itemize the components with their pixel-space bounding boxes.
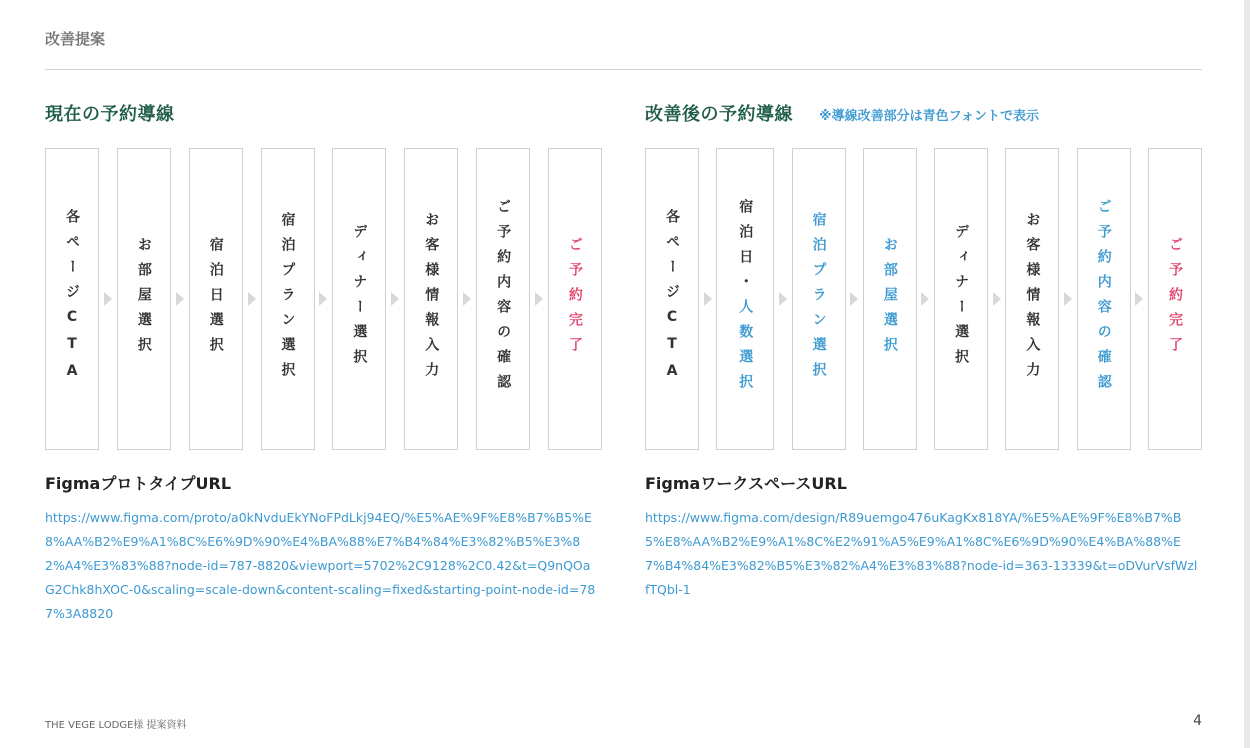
figma-prototype-link[interactable]: https://www.figma.com/proto/a0kNvduEkYNoFPdLkj94EQ/%E5%AE%9F%E8%B7%B5%E8%AA%B2%E9%A1%8C%E6%9D%90%E4%BA%88%E7%B4%84%E3%82%B5%E3%82%A4%E3%83%88?node-id=787-8820&viewport=5702%2C9128%2C0.42&t=Q9nQOaG2Chk8hXOC-0&scaling=scale-down&content-scaling=fixed&starting-point-node-id=787%3A8820 [45,510,596,621]
improved-step-5 [934,148,988,450]
step-label-part: ご予約内容の確認 [1095,199,1112,399]
flow-arrow-icon [463,292,471,306]
figma-prototype-heading: FigmaプロトタイプURL [45,474,232,493]
improved-flow-title-row [645,100,1202,130]
current-flow-section [45,100,602,399]
flow-arrow-icon [704,292,712,306]
current-step-label [281,212,295,387]
current-step-1 [45,148,99,450]
step-label-part: 各ページCTA [664,208,680,390]
improved-step-label [1168,237,1182,362]
improved-step-label [1025,212,1039,387]
improved-step-6 [1005,148,1059,450]
step-label-part: 宿泊プラン選択 [810,211,827,387]
current-step-7 [476,148,530,450]
improved-step-2 [716,148,774,450]
flow-arrow-icon [104,292,112,306]
figma-workspace-link[interactable]: https://www.figma.com/design/R89uemgo476uKagKx818YA/%E5%AE%9F%E8%B7%B5%E8%AA%B2%E9%A1%8C%E2%91%A5%E9%A1%8C%E6%9D%90%E4%BA%88%E7%B4%84%E3%82%B5%E3%82%A4%E3%83%88?node-id=363-13339&t=oDVurVsfWzlfTQbl-1 [645,510,1198,597]
current-step-2 [117,148,171,450]
step-label-part: 各ページCTA [64,208,80,390]
current-step-label [352,224,366,374]
flow-arrow-icon [1135,292,1143,306]
step-label-part: ご予約内容の確認 [495,199,512,399]
flow-arrow-icon [248,292,256,306]
figma-workspace-heading: FigmaワークスペースURL [645,474,847,493]
current-step-label [65,209,79,390]
improved-step-label [954,224,968,374]
current-step-3 [189,148,243,450]
current-step-6 [404,148,458,450]
current-step-label [424,212,438,387]
flow-arrow-icon [993,292,1001,306]
improved-step-7 [1077,148,1131,450]
improved-step-1 [645,148,699,450]
step-label-part: お客様情報入力 [1024,211,1041,387]
page-number: 4 [1193,713,1202,729]
flow-arrow-icon [176,292,184,306]
current-flow-steps [45,148,602,450]
step-label-part: ディナー選択 [953,224,970,374]
current-step-4 [261,148,315,450]
improved-step-label [738,199,752,399]
step-label-part: ご予約完了 [566,236,583,362]
step-label-part: 宿泊日選択 [207,236,224,362]
step-label-part: 宿泊日・ [737,199,754,299]
step-label-part: 宿泊プラン選択 [279,211,296,387]
footer-client-label: THE VEGE LODGE様 提案資料 [45,720,187,731]
improved-step-label [812,212,826,387]
flow-arrow-icon [921,292,929,306]
improved-flow-section [645,100,1202,399]
improved-step-label [665,209,679,390]
flow-arrow-icon [1064,292,1072,306]
current-step-label [137,237,151,362]
current-step-label [209,237,223,362]
step-label-part: お部屋選択 [135,236,152,362]
improved-flow-steps [645,148,1202,450]
current-step-label [568,237,582,362]
step-label-part: お客様情報入力 [423,211,440,387]
current-step-8 [548,148,602,450]
page-edge [1244,0,1250,748]
flow-arrow-icon [391,292,399,306]
current-step-5 [332,148,386,450]
current-flow-title: 現在の予約導線 [45,104,175,125]
step-label-part: 人数選択 [737,299,754,399]
improved-flow-title: 改善後の予約導線 [645,104,793,125]
flow-arrow-icon [850,292,858,306]
page-header-title: 改善提案 [45,30,106,48]
current-step-label [496,199,510,399]
step-label-part: お部屋選択 [881,236,898,362]
flow-arrow-icon [319,292,327,306]
step-label-part: ご予約完了 [1166,236,1183,362]
header-divider [45,69,1202,70]
improved-flow-note: ※導線改善部分は青色フォントで表示 [819,109,1039,124]
step-label-part: ディナー選択 [351,224,368,374]
current-flow-title-row [45,100,602,130]
flow-arrow-icon [779,292,787,306]
flow-arrow-icon [535,292,543,306]
improved-step-4 [863,148,917,450]
improved-step-label [1097,199,1111,399]
improved-step-3 [792,148,846,450]
improved-step-label [883,237,897,362]
improved-step-8 [1148,148,1202,450]
